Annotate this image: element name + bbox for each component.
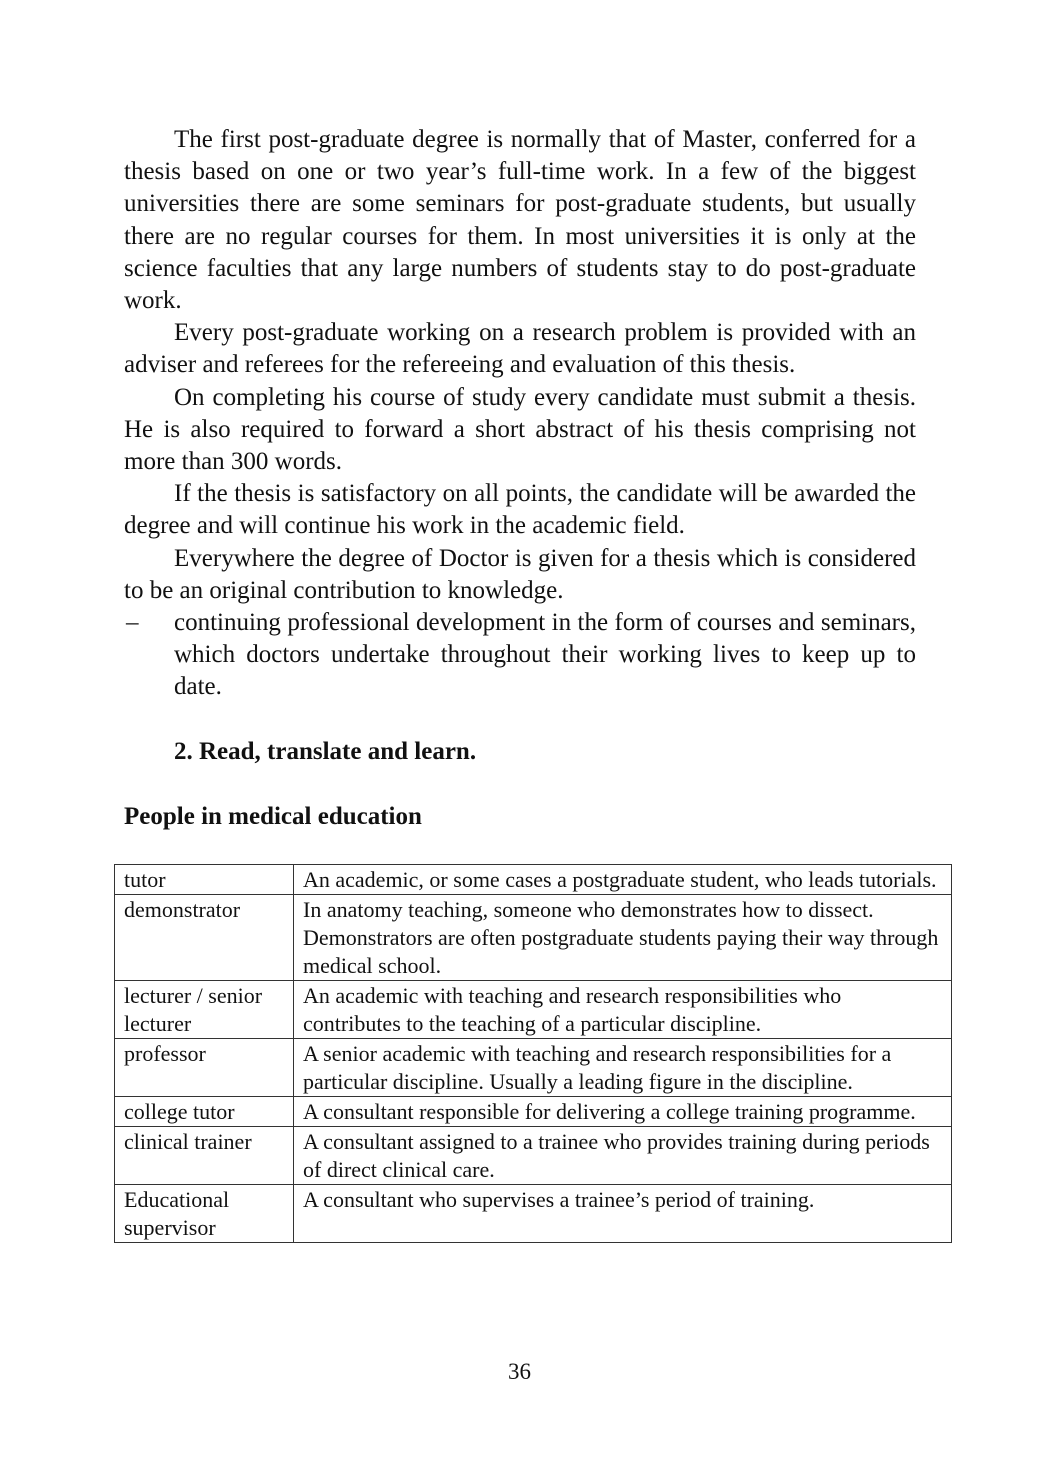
definition-cell: An academic, or some cases a postgraduate student, who leads tutorials.	[294, 865, 952, 895]
definition-cell: A senior academic with teaching and research responsibilities for a particular discipline. Usually a leading figure in the discipline.	[294, 1039, 952, 1097]
term-cell: lecturer / senior lecturer	[115, 981, 294, 1039]
page-number: 36	[508, 1359, 531, 1384]
table-row	[115, 865, 952, 895]
dash-item-text: continuing professional development in the form of courses and seminars, which doctors undertake throughout their working lives to keep up to date.	[174, 609, 916, 701]
dash-list-item	[124, 607, 916, 704]
term-cell: college tutor	[115, 1097, 294, 1127]
definition-cell: In anatomy teaching, someone who demonstrates how to dissect. Demonstrators are often postgraduate students paying their way through medical school.	[294, 895, 952, 981]
dash-marker: –	[126, 609, 139, 637]
table-row	[115, 1185, 952, 1243]
definition-cell: A consultant assigned to a trainee who provides training during periods of direct clinical care.	[294, 1127, 952, 1185]
paragraph-submit-thesis: On completing his course of study every candidate must submit a thesis. He is also required to forward a short abstract of his thesis comprising not more than 300 words.	[124, 383, 916, 476]
table-row	[115, 1097, 952, 1127]
terms-table	[114, 864, 952, 1243]
paragraph-adviser: Every post-graduate working on a research problem is provided with an adviser and referees for the refereeing and evaluation of this thesis.	[124, 319, 916, 379]
term-cell: demonstrator	[115, 895, 294, 981]
definition-cell: An academic with teaching and research responsibilities who contributes to the teaching of a particular discipline.	[294, 981, 952, 1039]
paragraph-master-degree: The first post-graduate degree is normally that of Master, conferred for a thesis based on one or two year’s full-time work. In a few of the biggest universities there are some seminars for post-graduate students, but usually there are no regular courses for them. In most universities it is only at the science faculties that any large numbers of students stay to do post-graduate work.	[124, 126, 916, 315]
term-cell: clinical trainer	[115, 1127, 294, 1185]
table-row	[115, 1039, 952, 1097]
paragraph-doctor-degree: Everywhere the degree of Doctor is given for a thesis which is considered to be an original contribution to knowledge.	[124, 544, 916, 604]
paragraph-award-degree: If the thesis is satisfactory on all points, the candidate will be awarded the degree and will continue his work in the academic field.	[124, 480, 916, 540]
definition-cell: A consultant who supervises a trainee’s period of training.	[294, 1185, 952, 1243]
table-row	[115, 981, 952, 1039]
definition-cell: A consultant responsible for delivering a college training programme.	[294, 1097, 952, 1127]
term-cell: Educational supervisor	[115, 1185, 294, 1243]
term-cell: tutor	[115, 865, 294, 895]
page-body	[124, 124, 916, 833]
table-row	[115, 895, 952, 981]
table-row	[115, 1127, 952, 1185]
term-cell: professor	[115, 1039, 294, 1097]
table-title: People in medical education	[124, 802, 422, 830]
task-heading: 2. Read, translate and learn.	[174, 737, 477, 765]
